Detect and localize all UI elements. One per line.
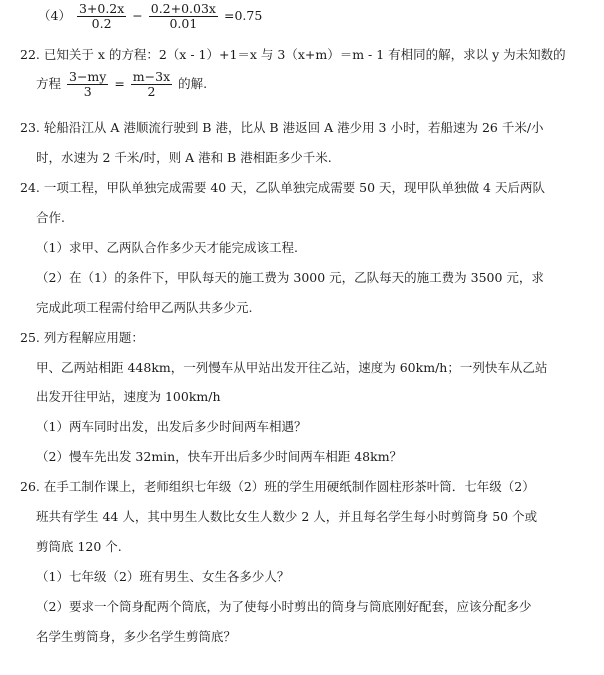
- q24-line-2: 合作.: [36, 210, 65, 225]
- equation-4: [38, 2, 262, 31]
- q24-sub-2-line-2: 完成此项工程需付给甲乙两队共多少元.: [36, 300, 253, 315]
- fraction-2-numerator: 0.2+0.03x: [150, 1, 216, 16]
- fraction-1-denominator: 0.2: [91, 16, 112, 31]
- q22-prefix: 方程: [36, 76, 62, 91]
- q26-sub-1: （1）七年级（2）班有男生、女生各多少人？: [36, 569, 290, 584]
- fraction-1: [77, 2, 126, 31]
- q26-sub-2-line-2: 名学生剪筒身，多少名学生剪筒底？: [36, 629, 237, 644]
- q22-equals: =: [114, 76, 125, 91]
- q22-suffix: 的解.: [178, 76, 208, 91]
- q26-line-1: 26. 在手工制作课上，老师组织七年级（2）班的学生用硬纸制作圆柱形茶叶筒．七年级（2）: [20, 479, 535, 494]
- q22-fraction-1: [67, 70, 108, 99]
- q26-line-3: 剪筒底 120 个.: [36, 539, 122, 554]
- equation-4-label: （4）: [38, 8, 71, 23]
- q26-line-2: 班共有学生 44 人，其中男生人数比女生人数少 2 人，并且每名学生每小时剪筒身 50 个或: [36, 509, 538, 524]
- q23-line-1: 23. 轮船沿江从 A 港顺流行驶到 B 港，比从 B 港返回 A 港少用 3 小时，若船速为 26 千米/小: [20, 120, 544, 135]
- q22-fraction-2: [131, 70, 172, 99]
- q22-line-1: 22. 已知关于 x 的方程：2（x - 1）+1＝x 与 3（x+m）＝m - 1 有相同的解，求以 y 为未知数的: [20, 47, 566, 62]
- q25-sub-1: （1）两车同时出发，出发后多少时间两车相遇？: [36, 419, 307, 434]
- q23-line-2: 时，水速为 2 千米/时，则 A 港和 B 港相距多少千米.: [36, 150, 332, 165]
- minus-sign: −: [132, 8, 143, 23]
- q22-fraction-2-denominator: 2: [147, 84, 156, 99]
- q24-sub-1: （1）求甲、乙两队合作多少天才能完成该工程.: [36, 240, 298, 255]
- q22-fraction-1-numerator: 3−my: [69, 69, 107, 84]
- q24-line-1: 24. 一项工程，甲队单独完成需要 40 天，乙队单独完成需要 50 天，现甲队单独做 4 天后两队: [20, 180, 545, 195]
- q25-line-2: 甲、乙两站相距 448km，一列慢车从甲站出发开往乙站，速度为 60km/h；一列快车从乙站: [36, 360, 548, 375]
- q25-line-1: 25. 列方程解应用题：: [20, 330, 144, 345]
- fraction-2-denominator: 0.01: [169, 16, 198, 31]
- q24-sub-2-line-1: （2）在（1）的条件下，甲队每天的施工费为 3000 元，乙队每天的施工费为 3500 元，求: [36, 270, 544, 285]
- q25-sub-2: （2）慢车先出发 32min，快车开出后多少时间两车相距 48km？: [36, 449, 403, 464]
- q22-fraction-1-denominator: 3: [83, 84, 92, 99]
- q25-line-3: 出发开往甲站，速度为 100km/h: [36, 389, 221, 404]
- fraction-2: [149, 2, 218, 31]
- q26-sub-2-line-1: （2）要求一个筒身配两个筒底，为了使每小时剪出的筒身与筒底刚好配套，应该分配多少: [36, 599, 532, 614]
- equation-4-rhs: =0.75: [223, 8, 263, 23]
- fraction-1-numerator: 3+0.2x: [78, 1, 125, 16]
- q22-fraction-2-numerator: m−3x: [132, 69, 171, 84]
- q22-line-2: [36, 70, 207, 99]
